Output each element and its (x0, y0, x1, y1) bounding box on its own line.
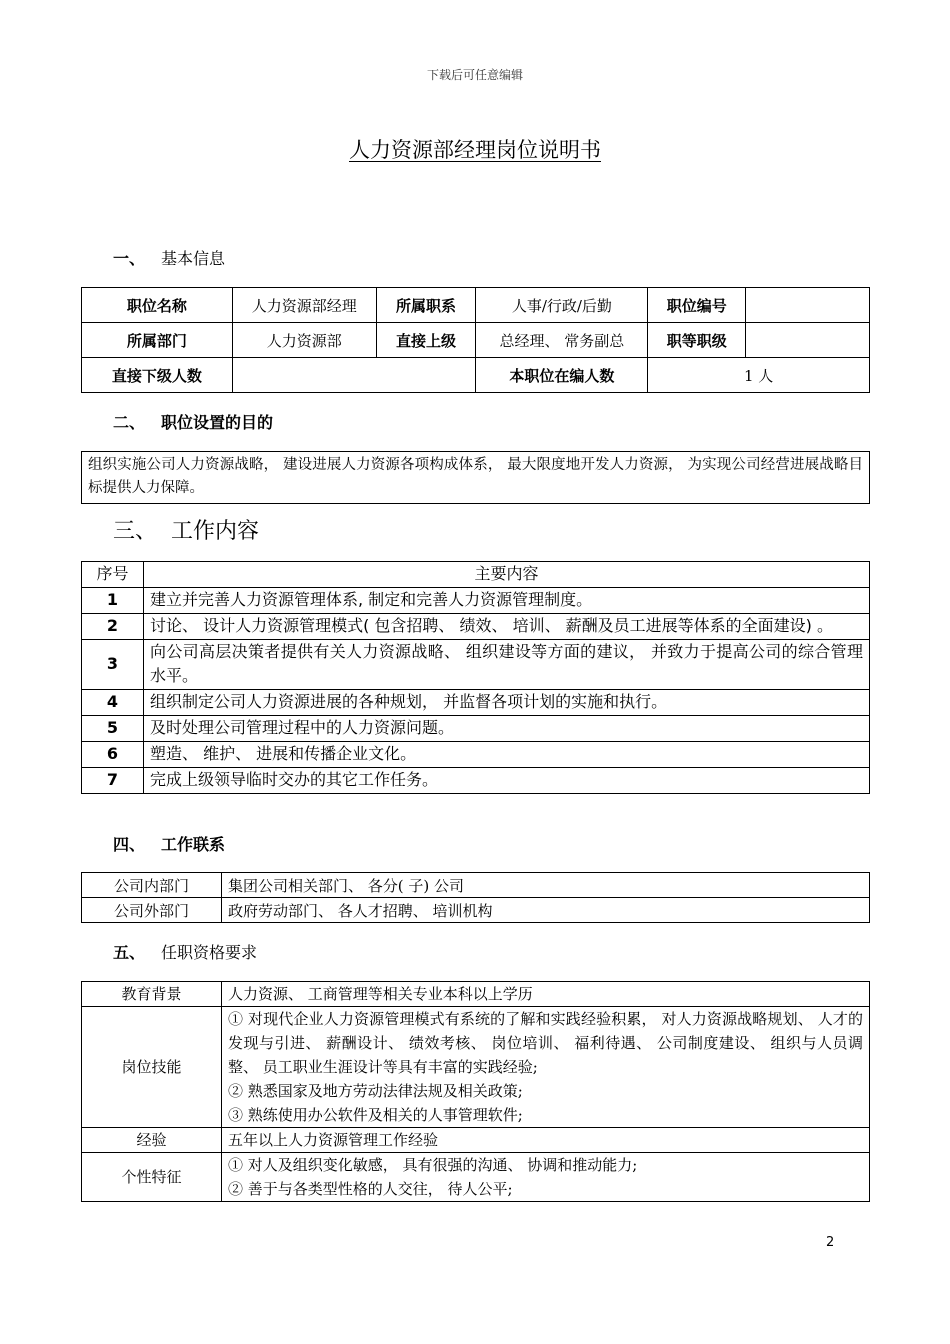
table-row (82, 323, 870, 358)
table-row (82, 640, 870, 690)
label-headcount: 本职位在编人数 (476, 358, 648, 393)
label-job-family: 所属职系 (376, 288, 476, 323)
table-row (82, 358, 870, 393)
table-row (82, 982, 870, 1007)
value-direct-superior: 总经理、 常务副总 (476, 323, 648, 358)
table-row (82, 873, 870, 898)
row-number: 5 (82, 716, 144, 742)
table-row (82, 1153, 870, 1202)
value-skills (222, 1007, 870, 1128)
value-job-family: 人事/行政/后勤 (476, 288, 648, 323)
section-heading-purpose: 二、 职位设置的目的 (113, 413, 274, 432)
row-content: 向公司高层决策者提供有关人力资源战略、 组织建设等方面的建议， 并致力于提高公司的综合管理水平。 (144, 640, 870, 690)
section-heading-qualifications: 五、 任职资格要求 (113, 943, 258, 962)
row-content: 完成上级领导临时交办的其它工作任务。 (144, 768, 870, 794)
row-content: 及时处理公司管理过程中的人力资源问题。 (144, 716, 870, 742)
label-direct-superior: 直接上级 (376, 323, 476, 358)
section-heading-work-relations: 四、 工作联系 (113, 835, 226, 854)
label-personality: 个性特征 (82, 1153, 222, 1202)
value-grade-level (746, 323, 870, 358)
table-row (82, 690, 870, 716)
header-main-content: 主要内容 (144, 562, 870, 588)
value-headcount: 1 人 (648, 358, 870, 393)
table-row (82, 588, 870, 614)
label-direct-reports: 直接下级人数 (82, 358, 233, 393)
table-header-row (82, 562, 870, 588)
value-experience: 五年以上人力资源管理工作经验 (222, 1128, 870, 1153)
document-title: 人力资源部经理岗位说明书 (349, 138, 601, 162)
table-row (82, 898, 870, 923)
row-number: 4 (82, 690, 144, 716)
label-position-name: 职位名称 (82, 288, 233, 323)
skill-item: ③ 熟练使用办公软件及相关的人事管理软件; (228, 1106, 523, 1124)
row-number: 3 (82, 640, 144, 690)
row-number: 1 (82, 588, 144, 614)
work-relations-table (81, 872, 870, 923)
table-row (82, 288, 870, 323)
table-row (82, 768, 870, 794)
section-heading-basic-info: 一、 基本信息 (113, 249, 226, 268)
table-row (82, 1128, 870, 1153)
row-number: 2 (82, 614, 144, 640)
section-heading-work-content: 三、 工作内容 (113, 519, 260, 544)
table-row (82, 614, 870, 640)
table-row (82, 742, 870, 768)
table-row (82, 1007, 870, 1128)
header-number: 序号 (82, 562, 144, 588)
personality-item: ① 对人及组织变化敏感， 具有很强的沟通、 协调和推动能力; (228, 1156, 638, 1174)
purpose-text: 组织实施公司人力资源战略， 建设进展人力资源各项构成体系， 最大限度地开发人力资源， 为实现公司经营进展战略目标提供人力保障。 (81, 451, 870, 504)
row-content: 讨论、 设计人力资源管理模式( 包含招聘、 绩效、 培训、 薪酬及员工进展等体系的全面建设) 。 (144, 614, 870, 640)
value-internal-departments: 集团公司相关部门、 各分( 子) 公司 (222, 873, 870, 898)
label-skills: 岗位技能 (82, 1007, 222, 1128)
label-position-code: 职位编号 (648, 288, 746, 323)
row-content: 组织制定公司人力资源进展的各种规划， 并监督各项计划的实施和执行。 (144, 690, 870, 716)
page-number: 2 (826, 1235, 835, 1250)
skill-item: ② 熟悉国家及地方劳动法律法规及相关政策; (228, 1082, 523, 1100)
row-number: 7 (82, 768, 144, 794)
skill-item: ① 对现代企业人力资源管理模式有系统的了解和实践经验积累， 对人力资源战略规划、 人才的发现与引进、 薪酬设计、 绩效考核、 岗位培训、 福利待遇、 公司制度建设、 组织与人员调整、 员工职业生涯设计等具有丰富的实践经验; (228, 1010, 863, 1076)
value-position-name: 人力资源部经理 (232, 288, 376, 323)
label-experience: 经验 (82, 1128, 222, 1153)
label-external-departments: 公司外部门 (82, 898, 222, 923)
personality-item: ② 善于与各类型性格的人交往， 待人公平; (228, 1180, 513, 1198)
label-grade-level: 职等职级 (648, 323, 746, 358)
value-direct-reports (232, 358, 476, 393)
value-personality (222, 1153, 870, 1202)
value-external-departments: 政府劳动部门、 各人才招聘、 培训机构 (222, 898, 870, 923)
qualifications-table (81, 981, 870, 1202)
row-content: 塑造、 维护、 进展和传播企业文化。 (144, 742, 870, 768)
value-education: 人力资源、 工商管理等相关专业本科以上学历 (222, 982, 870, 1007)
header-note: 下载后可任意编辑 (426, 68, 523, 82)
row-content: 建立并完善人力资源管理体系, 制定和完善人力资源管理制度。 (144, 588, 870, 614)
label-internal-departments: 公司内部门 (82, 873, 222, 898)
work-content-table (81, 561, 870, 794)
table-row (82, 716, 870, 742)
value-department: 人力资源部 (232, 323, 376, 358)
label-department: 所属部门 (82, 323, 233, 358)
row-number: 6 (82, 742, 144, 768)
value-position-code (746, 288, 870, 323)
label-education: 教育背景 (82, 982, 222, 1007)
basic-info-table (81, 287, 870, 393)
